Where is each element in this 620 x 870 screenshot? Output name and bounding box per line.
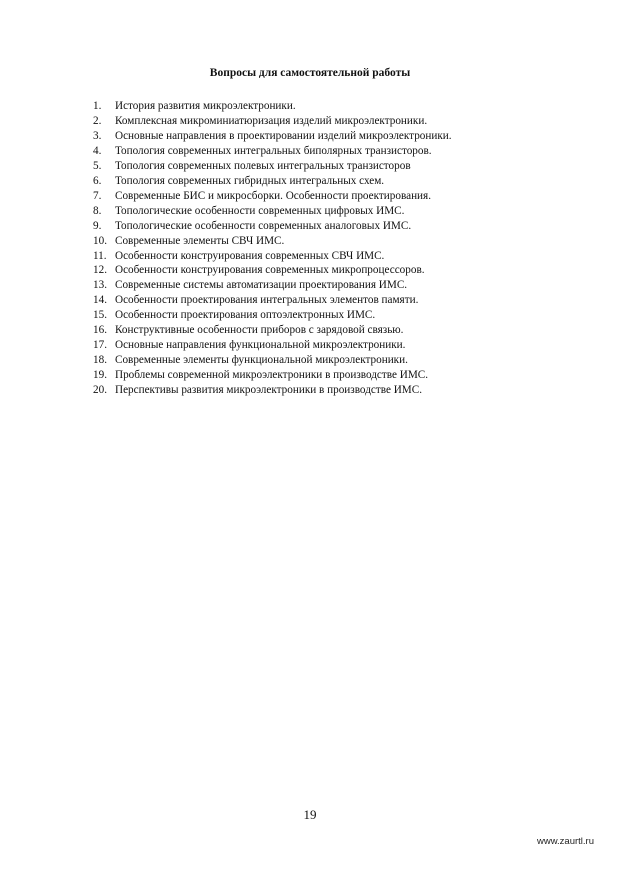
list-item <box>93 189 452 204</box>
item-text: Особенности проектирования оптоэлектронных ИМС. <box>115 309 376 322</box>
item-number: 3. <box>93 129 102 142</box>
list-item <box>93 308 452 323</box>
item-number: 11. <box>93 249 107 262</box>
page-number: 19 <box>303 807 317 822</box>
item-number: 12. <box>93 264 107 277</box>
list-item <box>93 323 452 338</box>
item-text: Современные элементы функциональной микроэлектроники. <box>115 354 408 367</box>
item-text: Топология современных гибридных интегральных схем. <box>115 174 385 187</box>
item-text: Проблемы современной микроэлектроники в производстве ИМС. <box>115 369 429 382</box>
item-number: 14. <box>93 294 107 307</box>
list-item <box>93 368 452 383</box>
question-list <box>93 99 452 398</box>
list-item <box>93 144 452 159</box>
list-item <box>93 159 452 174</box>
list-item <box>93 204 452 219</box>
list-item <box>93 338 452 353</box>
list-item <box>93 129 452 144</box>
item-text: Современные элементы СВЧ ИМС. <box>115 234 285 247</box>
item-number: 9. <box>93 219 102 232</box>
list-item <box>93 174 452 189</box>
list-item <box>93 263 452 278</box>
item-number: 6. <box>93 174 102 187</box>
item-text: Особенности проектирования интегральных элементов памяти. <box>115 294 419 307</box>
list-item <box>93 99 452 114</box>
item-text: Конструктивные особенности приборов с зарядовой связью. <box>115 324 404 337</box>
watermark-url: www.zaurtl.ru <box>536 836 594 847</box>
item-number: 2. <box>93 114 102 127</box>
item-number: 7. <box>93 189 102 202</box>
item-number: 13. <box>93 279 107 292</box>
list-item <box>93 293 452 308</box>
item-number: 8. <box>93 204 102 217</box>
item-text: Топология современных полевых интегральных транзисторов <box>115 159 411 172</box>
item-text: Комплексная микроминиатюризация изделий микроэлектроники. <box>115 114 428 127</box>
list-item <box>93 278 452 293</box>
item-number: 17. <box>93 339 107 352</box>
item-number: 19. <box>93 369 107 382</box>
list-item <box>93 353 452 368</box>
item-number: 18. <box>93 354 107 367</box>
item-text: Топологические особенности современных аналоговых ИМС. <box>115 219 412 232</box>
list-item <box>93 114 452 129</box>
item-text: Основные направления функциональной микроэлектроники. <box>115 339 406 352</box>
item-text: Особенности конструирования современных СВЧ ИМС. <box>115 249 385 262</box>
item-text: История развития микроэлектроники. <box>115 100 296 112</box>
list-item <box>93 219 452 234</box>
item-number: 10. <box>93 234 107 247</box>
item-number: 15. <box>93 309 107 322</box>
item-text: Топологические особенности современных цифровых ИМС. <box>115 204 405 217</box>
item-number: 1. <box>93 100 102 112</box>
item-number: 16. <box>93 324 107 337</box>
list-item <box>93 234 452 249</box>
item-text: Перспективы развития микроэлектроники в производстве ИМС. <box>115 384 422 397</box>
item-text: Особенности конструирования современных микропроцессоров. <box>115 264 425 277</box>
list-item <box>93 249 452 264</box>
item-text: Топология современных интегральных биполярных транзисторов. <box>115 144 432 157</box>
item-number: 4. <box>93 144 102 157</box>
list-item <box>93 383 452 398</box>
page-title: Вопросы для самостоятельной работы <box>209 67 411 79</box>
item-text: Основные направления в проектировании изделий микроэлектроники. <box>115 129 452 142</box>
item-text: Современные системы автоматизации проектирования ИМС. <box>115 279 408 292</box>
item-number: 20. <box>93 384 107 397</box>
item-number: 5. <box>93 159 102 172</box>
item-text: Современные БИС и микросборки. Особенности проектирования. <box>115 189 431 202</box>
